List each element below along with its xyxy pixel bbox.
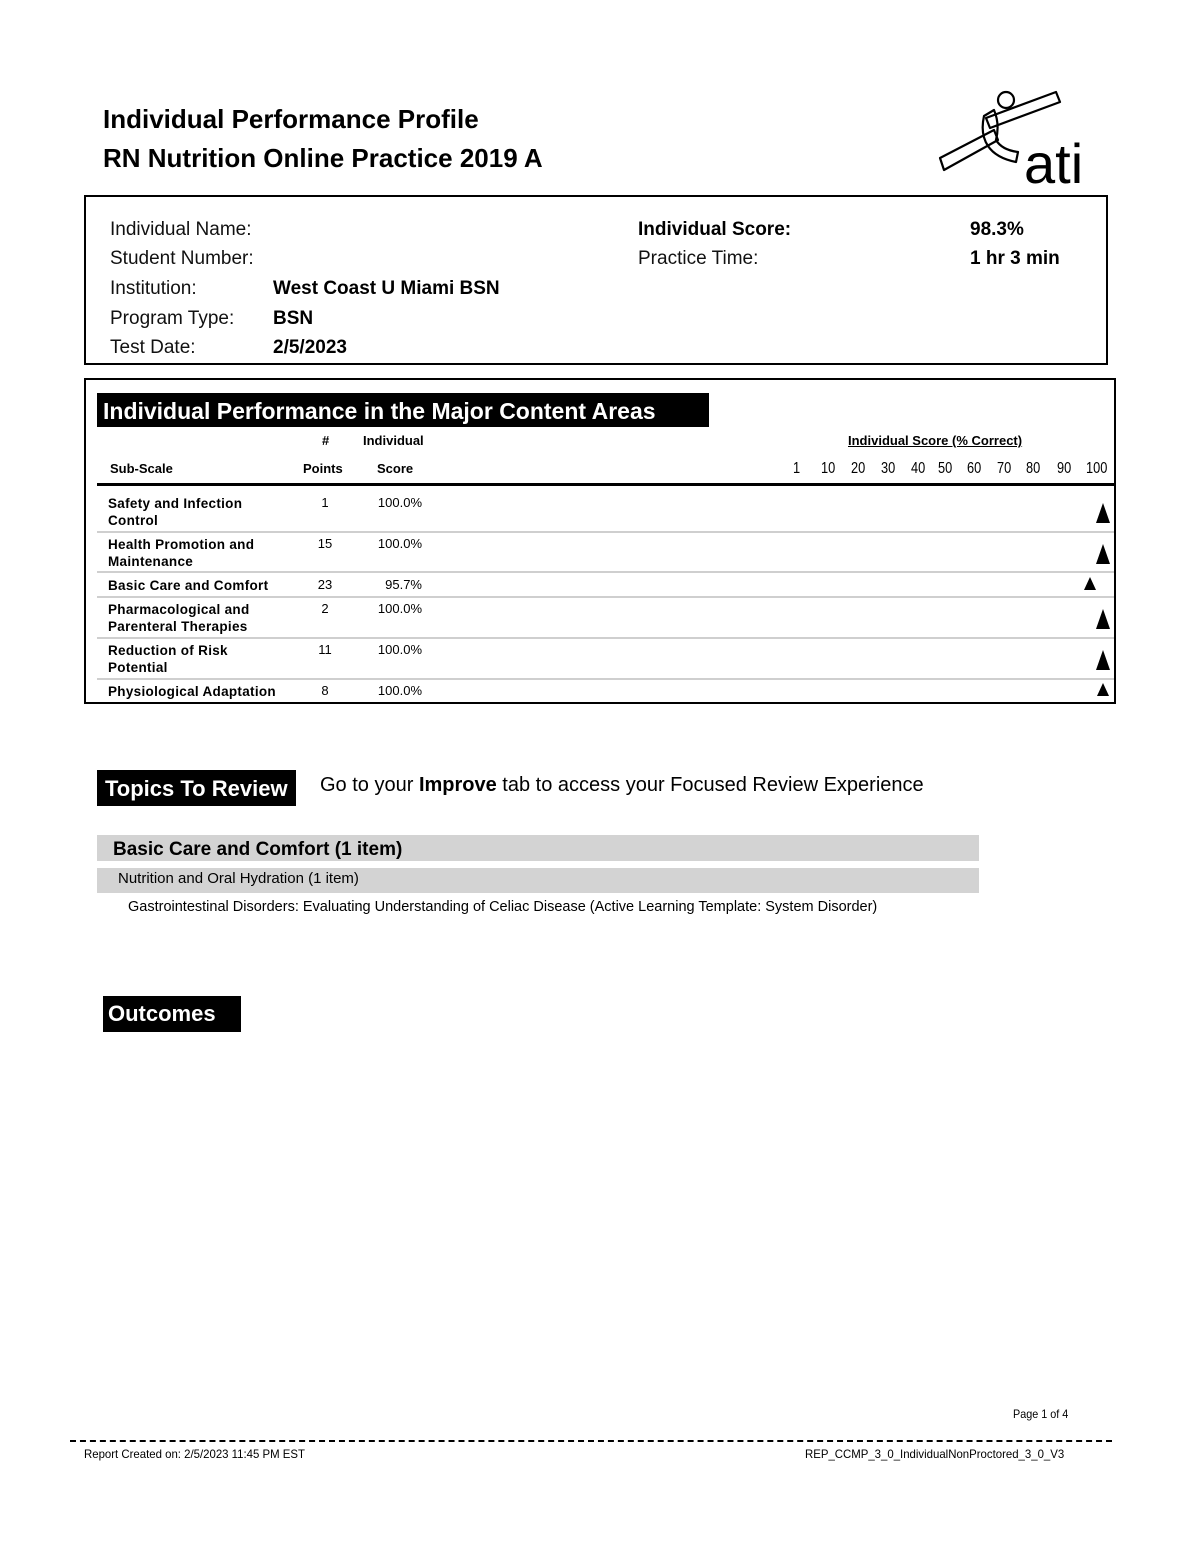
- points-value: 2: [321, 601, 329, 616]
- program-type-label: Program Type:: [110, 308, 235, 329]
- program-type-value: BSN: [273, 308, 314, 329]
- row-divider: [97, 637, 1114, 639]
- score-value: 100.0%: [377, 642, 422, 657]
- subscale-name-line2: Control: [108, 513, 159, 528]
- score-header: Score: [377, 461, 414, 476]
- test-date-value: 2/5/2023: [273, 337, 347, 358]
- performance-heading: Individual Performance in the Major Content Areas: [97, 393, 709, 427]
- points-value: 8: [321, 683, 329, 698]
- score-marker: [1097, 683, 1109, 696]
- individual-score-value: 98.3%: [970, 219, 1024, 240]
- points-header: Points: [303, 461, 343, 476]
- individual-score-label: Individual Score:: [638, 219, 792, 240]
- subscale-name-line2: Potential: [108, 660, 168, 675]
- points-value: 15: [317, 536, 333, 551]
- footer-divider: [70, 1440, 1112, 1442]
- row-divider: [97, 531, 1114, 533]
- topics-heading: Topics To Review: [97, 770, 296, 806]
- score-marker: [1096, 544, 1110, 564]
- scale-tick-label: 50: [938, 460, 953, 477]
- ati-logo: [936, 88, 1106, 188]
- scale-tick-label: 90: [1057, 460, 1072, 477]
- topic-subcategory: Nutrition and Oral Hydration (1 item): [97, 868, 979, 893]
- scale-tick-label: 70: [997, 460, 1012, 477]
- topic-category: Basic Care and Comfort (1 item): [97, 835, 979, 861]
- score-marker: [1096, 503, 1110, 523]
- score-value: 100.0%: [377, 495, 422, 510]
- subscale-name-line1: Basic Care and Comfort: [108, 578, 269, 593]
- score-marker: [1096, 609, 1110, 629]
- subscale-name-line1: Health Promotion and: [108, 537, 255, 552]
- individual-name-label: Individual Name:: [110, 219, 252, 240]
- score-marker: [1084, 577, 1096, 590]
- score-marker: [1096, 650, 1110, 670]
- test-date-label: Test Date:: [110, 337, 196, 358]
- chart-title: Individual Score (% Correct): [848, 433, 1023, 448]
- student-number-label: Student Number:: [110, 248, 254, 269]
- subscale-name: [108, 601, 288, 635]
- subscale-name-line1: Safety and Infection: [108, 496, 243, 511]
- scale-tick-label: 80: [1026, 460, 1041, 477]
- topics-instruction: Go to your Improve tab to access your Focused Review Experience: [320, 774, 924, 796]
- points-value: 11: [318, 642, 332, 657]
- test-name: RN Nutrition Online Practice 2019 A: [103, 143, 543, 173]
- institution-label: Institution:: [110, 278, 197, 299]
- subscale-name: [108, 683, 288, 700]
- table-header-rule: [97, 483, 1114, 486]
- page-number: Page 1 of 4: [1013, 1407, 1069, 1421]
- subscale-name-line1: Reduction of Risk: [108, 643, 228, 658]
- scale-tick-label: 100: [1086, 460, 1108, 477]
- subscale-name-line2: Maintenance: [108, 554, 194, 569]
- improve-tab-reference: Improve: [418, 774, 497, 796]
- scale-tick-label: 1: [793, 460, 801, 477]
- scale-tick-label: 40: [911, 460, 926, 477]
- points-header-top: #: [322, 433, 330, 448]
- row-divider: [97, 571, 1114, 573]
- report-code: REP_CCMP_3_0_IndividualNonProctored_3_0_V3: [805, 1447, 1065, 1461]
- subscale-name-line2: Parenteral Therapies: [108, 619, 248, 634]
- score-value: 100.0%: [377, 536, 422, 551]
- scale-tick-label: 10: [821, 460, 836, 477]
- subscale-name: [108, 536, 288, 570]
- institution-value: West Coast U Miami BSN: [273, 278, 500, 299]
- subscale-header: Sub-Scale: [110, 461, 173, 476]
- points-value: 23: [317, 577, 333, 592]
- subscale-name-line1: Physiological Adaptation: [108, 684, 276, 699]
- topic-item: Gastrointestinal Disorders: Evaluating Understanding of Celiac Disease (Active Learning Template: System Disorder): [128, 899, 878, 915]
- subscale-name: [108, 642, 288, 676]
- scale-tick-label: 20: [851, 460, 866, 477]
- score-value: 100.0%: [377, 683, 422, 698]
- outcomes-heading: Outcomes: [103, 996, 241, 1032]
- subscale-name-line1: Pharmacological and: [108, 602, 250, 617]
- scale-tick-label: 30: [881, 460, 896, 477]
- score-value: 95.7%: [385, 577, 422, 592]
- subscale-name: [108, 577, 288, 594]
- practice-time-value: 1 hr 3 min: [970, 248, 1060, 269]
- row-divider: [97, 678, 1114, 680]
- practice-time-label: Practice Time:: [638, 248, 759, 269]
- score-header-top: Individual: [363, 433, 424, 448]
- row-divider: [97, 596, 1114, 598]
- scale-tick-label: 60: [967, 460, 982, 477]
- score-value: 100.0%: [377, 601, 422, 616]
- subscale-name: [108, 495, 288, 529]
- points-value: 1: [321, 495, 329, 510]
- svg-text:ati: ati: [1024, 132, 1084, 188]
- report-created: Report Created on: 2/5/2023 11:45 PM EST: [84, 1447, 305, 1461]
- page-title: Individual Performance Profile: [103, 104, 479, 134]
